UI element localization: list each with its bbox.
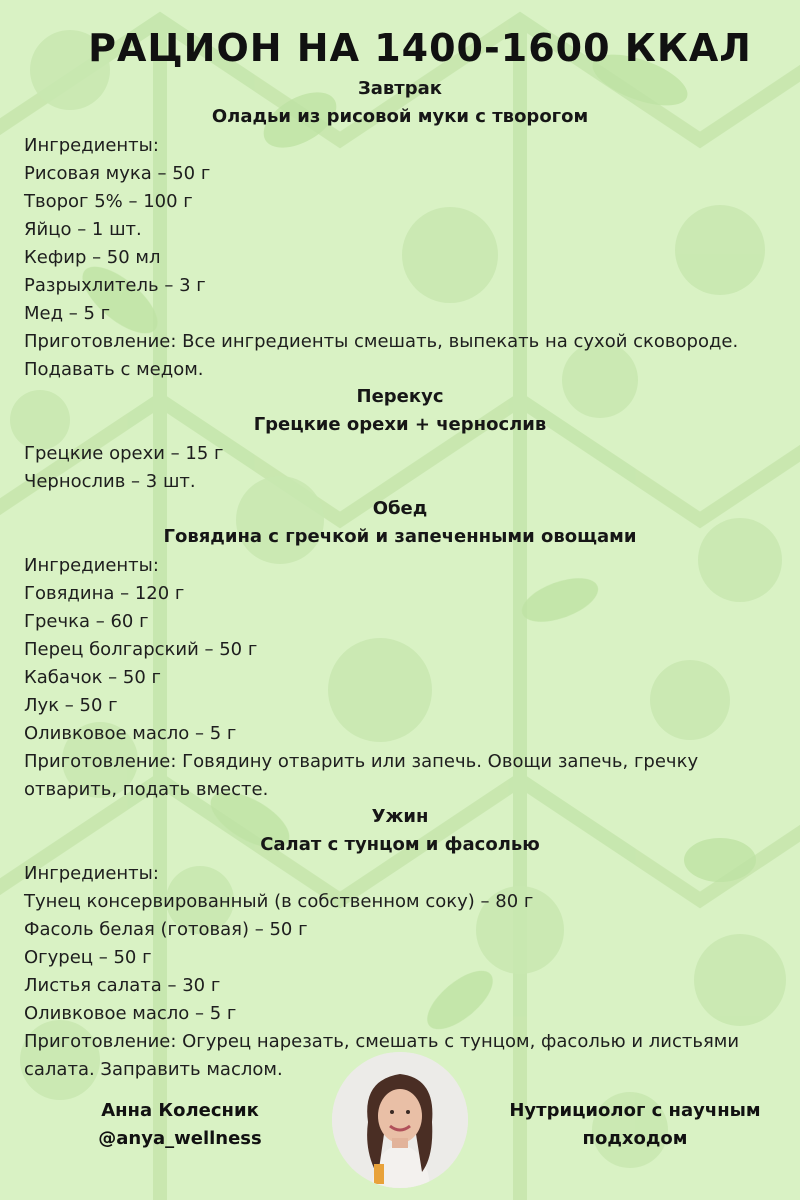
ingredient-item: Лук – 50 г <box>24 695 118 716</box>
meal-heading-dinner: Ужин <box>371 806 429 827</box>
ingredient-item: Яйцо – 1 шт. <box>24 219 142 240</box>
meal-heading-snack: Перекус <box>356 386 444 407</box>
ingredient-item: Мед – 5 г <box>24 303 111 324</box>
ingredient-item: Огурец – 50 г <box>24 947 152 968</box>
ingredient-item: Творог 5% – 100 г <box>24 191 193 212</box>
ingredients-label: Ингредиенты: <box>24 863 159 884</box>
dish-title-breakfast: Оладьи из рисовой муки с творогом <box>211 106 589 127</box>
ingredient-item: Рисовая мука – 50 г <box>24 163 211 184</box>
ingredient-item: Перец болгарский – 50 г <box>24 639 258 660</box>
ingredient-item: Гречка – 60 г <box>24 611 149 632</box>
ingredient-item: Оливковое масло – 5 г <box>24 723 237 744</box>
page-title: РАЦИОН НА 1400-1600 ККАЛ <box>88 26 752 70</box>
ingredient-item: Листья салата – 30 г <box>24 975 221 996</box>
author-handle: @anya_wellness <box>98 1128 262 1149</box>
dish-title-lunch: Говядина с гречкой и запеченными овощами <box>163 526 637 547</box>
preparation-text: Приготовление: Говядину отварить или запечь. Овощи запечь, гречку отварить, подать вместе. <box>24 751 699 800</box>
ingredient-item: Кефир – 50 мл <box>24 247 161 268</box>
ingredient-item: Тунец консервированный (в собственном соку) – 80 г <box>24 891 534 912</box>
ingredients-label: Ингредиенты: <box>24 135 159 156</box>
author-name: Анна Колесник <box>101 1100 259 1121</box>
meal-heading-breakfast: Завтрак <box>357 78 442 99</box>
author-avatar <box>332 1052 468 1188</box>
author-tagline-line1: Нутрициолог с научным <box>509 1100 761 1121</box>
ingredient-item: Разрыхлитель – 3 г <box>24 275 206 296</box>
ingredients-label: Ингредиенты: <box>24 555 159 576</box>
ingredient-item: Кабачок – 50 г <box>24 667 161 688</box>
dish-title-snack: Грецкие орехи + чернослив <box>253 414 547 435</box>
ingredient-item: Говядина – 120 г <box>24 583 185 604</box>
ingredient-item: Оливковое масло – 5 г <box>24 1003 237 1024</box>
ingredient-item: Чернослив – 3 шт. <box>24 471 196 492</box>
dish-title-dinner: Салат с тунцом и фасолью <box>260 834 540 855</box>
meal-heading-lunch: Обед <box>372 498 428 519</box>
ingredient-item: Фасоль белая (готовая) – 50 г <box>24 919 308 940</box>
author-tagline-line2: подходом <box>582 1128 688 1149</box>
preparation-text: Приготовление: Все ингредиенты смешать, выпекать на сухой сковороде. Подавать с медом. <box>24 331 739 380</box>
ingredient-item: Грецкие орехи – 15 г <box>24 443 224 464</box>
preparation-text: Приготовление: Огурец нарезать, смешать с тунцом, фасолью и листьями салата. Заправить маслом. <box>24 1031 740 1080</box>
